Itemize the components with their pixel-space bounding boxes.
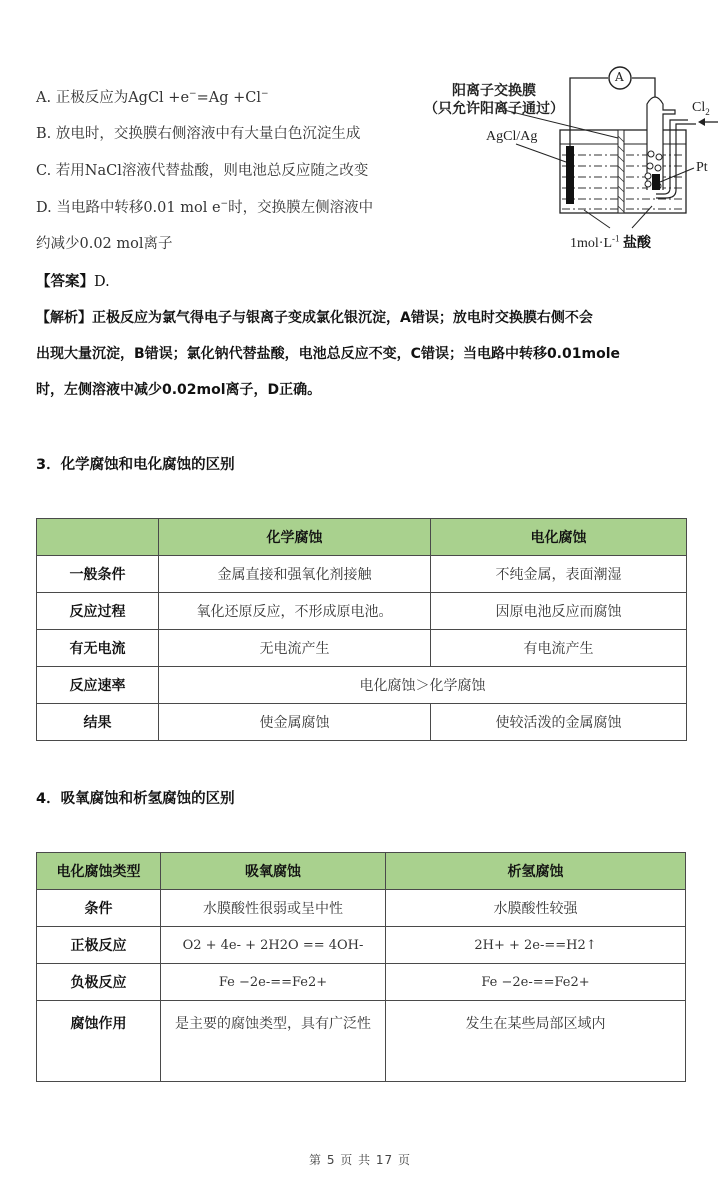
option-text: 正极反应为AgCl +e: [55, 90, 190, 106]
table-header-row: [37, 853, 686, 890]
anode-reaction-oxygen: Fe −2e-==Fe2+: [161, 964, 386, 1001]
analysis-line-1: [36, 308, 593, 328]
table-cell: 水膜酸性较强: [386, 890, 686, 927]
gas-formula: Cl: [692, 100, 706, 115]
superscript: −: [220, 199, 229, 210]
header-cell: 吸氧腐蚀: [161, 853, 386, 890]
option-text: 若用NaCl溶液代替盐酸，则电池总反应随之改变: [55, 163, 369, 179]
option-letter: A.: [36, 90, 52, 106]
table-cell: 使金属腐蚀: [159, 704, 431, 741]
section-4-heading: 4．吸氧腐蚀和析氢腐蚀的区别: [36, 791, 235, 807]
option-text: 放电时，交换膜右侧溶液中有大量白色沉淀生成: [55, 126, 361, 142]
concentration: 1mol·L: [570, 236, 612, 251]
table-cell: 使较活泼的金属腐蚀: [431, 704, 687, 741]
row-label: 腐蚀作用: [37, 1001, 161, 1082]
table-cell: 有电流产生: [431, 630, 687, 667]
analysis-line-3: 时，左侧溶液中减少0.02mol离子，D正确。: [36, 382, 322, 398]
row-label: 一般条件: [37, 556, 159, 593]
table-header-row: [37, 519, 687, 556]
anode-reaction-hydrogen: Fe −2e-==Fe2+: [386, 964, 686, 1001]
option-letter: C.: [36, 163, 52, 179]
cathode-reaction-oxygen: O2 + 4e- + 2H2O == 4OH-: [161, 927, 386, 964]
superscript: −: [189, 89, 197, 100]
option-text: 时，交换膜左侧溶液中: [228, 200, 374, 216]
solution-label: [570, 232, 651, 252]
header-cell: 电化腐蚀: [431, 519, 687, 556]
option-c: [36, 161, 368, 181]
superscript: −: [260, 89, 269, 100]
subscript: 2: [705, 106, 710, 117]
oxygen-vs-hydrogen-corrosion-table: [36, 852, 686, 1082]
table-row: [37, 556, 687, 593]
row-label: 有无电流: [37, 630, 159, 667]
row-label: 反应速率: [37, 667, 159, 704]
option-d: [36, 198, 373, 218]
membrane-note: （只允许阳离子通过）: [424, 101, 564, 117]
row-label: 结果: [37, 704, 159, 741]
table-cell: 因原电池反应而腐蚀: [431, 593, 687, 630]
table-cell-merged: 电化腐蚀＞化学腐蚀: [159, 667, 687, 704]
table-cell: 氧化还原反应，不形成原电池。: [159, 593, 431, 630]
option-a: [36, 88, 269, 108]
answer-value: D.: [94, 274, 110, 290]
page-footer: 第 5 页 共 17 页: [309, 1153, 411, 1167]
right-electrode-label: Pt: [696, 160, 708, 175]
table-row: [37, 667, 687, 704]
option-text: 当电路中转移0.01 mol e: [56, 200, 221, 216]
table-cell: 发生在某些局部区域内: [386, 1001, 686, 1082]
table-row: [37, 890, 686, 927]
analysis-text: 正极反应为氯气得电子与银离子变成氯化银沉淀，A错误；放电时交换膜右侧不会: [92, 310, 593, 326]
option-letter: D.: [36, 200, 52, 216]
table-row: [37, 630, 687, 667]
header-cell: 电化腐蚀类型: [37, 853, 161, 890]
row-label: 负极反应: [37, 964, 161, 1001]
option-b: [36, 124, 360, 144]
analysis-line-2: 出现大量沉淀，B错误；氯化钠代替盐酸，电池总反应不变，C错误；当电路中转移0.01mole: [36, 346, 620, 362]
table-row: [37, 704, 687, 741]
option-text: =Ag +Cl: [196, 90, 261, 106]
answer-label: 【答案】: [36, 274, 94, 290]
solution-name: 盐酸: [619, 236, 651, 251]
table-row: [37, 1001, 686, 1082]
chemical-vs-electrochemical-table: [36, 518, 687, 741]
table-row: [37, 964, 686, 1001]
cell-drawing: [418, 0, 720, 260]
table-row: [37, 927, 686, 964]
row-label: 条件: [37, 890, 161, 927]
section-3-heading: 3．化学腐蚀和电化腐蚀的区别: [36, 457, 235, 473]
table-cell: 水膜酸性很弱或呈中性: [161, 890, 386, 927]
row-label: 反应过程: [37, 593, 159, 630]
header-cell: 析氢腐蚀: [386, 853, 686, 890]
header-cell: [37, 519, 159, 556]
table-cell: 不纯金属，表面潮湿: [431, 556, 687, 593]
table-cell: 金属直接和强氧化剂接触: [159, 556, 431, 593]
table-row: [37, 593, 687, 630]
row-label: 正极反应: [37, 927, 161, 964]
answer-line: [36, 272, 110, 292]
cathode-reaction-hydrogen: 2H+ + 2e-==H2↑: [386, 927, 686, 964]
option-d-continuation: 约减少0.02 mol离子: [36, 236, 173, 252]
analysis-label: 【解析】: [36, 310, 92, 326]
left-electrode-label: AgCl/Ag: [486, 129, 538, 144]
ammeter-label: A: [615, 70, 624, 84]
option-letter: B.: [36, 126, 52, 142]
header-cell: 化学腐蚀: [159, 519, 431, 556]
superscript: -1: [612, 233, 620, 244]
table-cell: 无电流产生: [159, 630, 431, 667]
electrochemical-cell-diagram: [418, 0, 720, 260]
gas-label: [692, 100, 710, 116]
membrane-label: 阳离子交换膜: [452, 83, 536, 99]
table-cell: 是主要的腐蚀类型，具有广泛性: [161, 1001, 386, 1082]
